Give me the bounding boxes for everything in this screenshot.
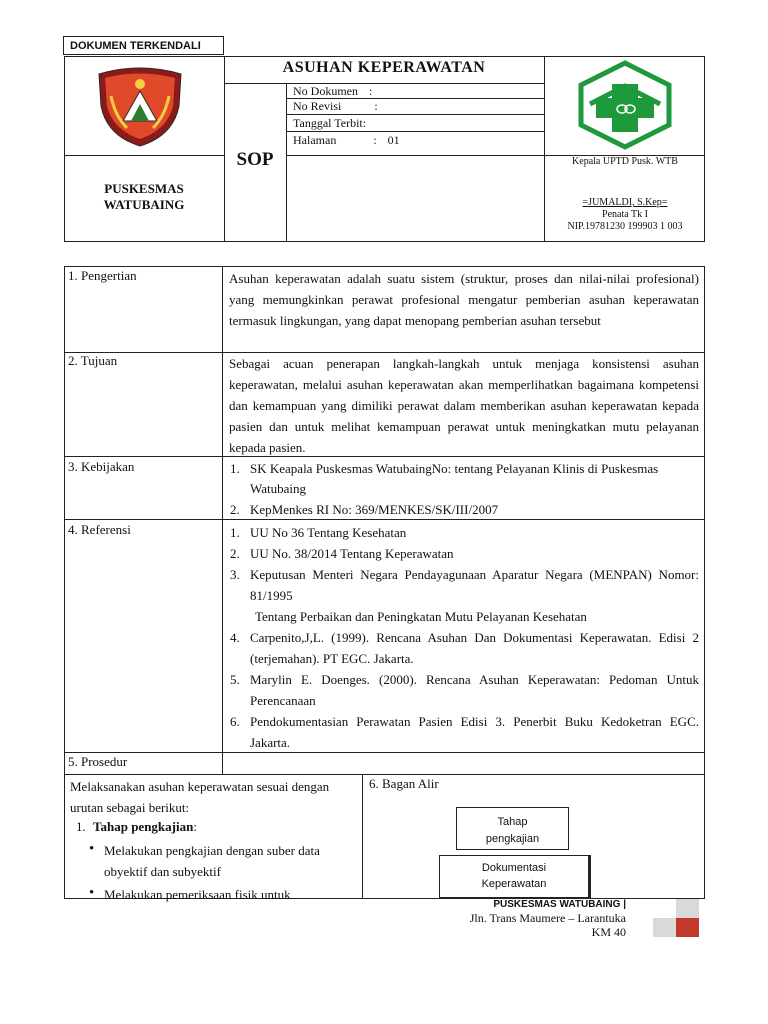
list-item: 6. Pendokumentasian Perawatan Pasien Edisi 3. Penerbit Buku Kedoketran EGC. Jakarta. xyxy=(230,714,699,750)
meta-tanggal-terbit: Tanggal Terbit: xyxy=(293,116,367,130)
list-item: 5. Marylin E. Doenges. (2000). Rencana Asuhan Keperawatan: Pedoman Untuk Perencanaan xyxy=(230,672,699,708)
section-tujuan-label: 2. Tujuan xyxy=(68,353,118,368)
list-item: 1. UU No 36 Tentang Kesehatan xyxy=(230,525,407,540)
control-label: DOKUMEN TERKENDALI xyxy=(63,36,224,55)
kebijakan-list xyxy=(230,459,699,520)
list-item: 2. KepMenkes RI No: 369/MENKES/SK/III/2007 xyxy=(230,502,499,517)
prosedur-step-1: 1. Tahap pengkajian: xyxy=(76,819,197,834)
footer-address: Jln. Trans Maumere – Larantuka xyxy=(469,911,626,925)
footer-accent-squares xyxy=(653,899,699,937)
meta-halaman: Halaman : 01 xyxy=(293,133,400,147)
section-tujuan-text: Sebagai acuan penerapan langkah-langkah untuk menjaga konsistensi asuhan keperawatan, melalui asuhan keperawatan akan memperlihatkan bagaimana kompetensi dan kemampuan yang dimiliki perawat dalam memberikan asuhan keperawatan kepada pasien dan untuk melihat kemampuan perawat untuk meningkatkan mutu pelayanan kepada pasien. xyxy=(229,356,699,455)
section-pengertian-text: Asuhan keperawatan adalah suatu sistem (struktur, proses dan nilai-nilai profesional) yang memungkinkan perawat profesional mengatur pemberian asuhan keperawatan termasuk lingkungan, yang dapat menopang pemberian asuhan tersebut xyxy=(229,271,699,328)
section-prosedur-label: 5. Prosedur xyxy=(68,754,128,769)
list-item: Tentang Perbaikan dan Peningkatan Mutu Pelayanan Kesehatan xyxy=(255,609,587,624)
flow-box-pengkajian: Tahap pengkajian xyxy=(456,807,569,850)
meta-no-revisi: No Revisi : xyxy=(293,99,378,113)
list-item: 2. UU No. 38/2014 Tentang Keperawatan xyxy=(230,546,454,561)
regional-emblem-logo xyxy=(93,66,187,148)
footer-km: KM 40 xyxy=(591,925,626,939)
list-item: 3. Keputusan Menteri Negara Pendayagunaan Aparatur Negara (MENPAN) Nomor: 81/1995 xyxy=(230,567,699,603)
footer-org: PUSKESMAS WATUBAING | xyxy=(493,899,626,910)
list-item: • Melakukan pengkajian dengan suber data obyektif dan subyektif xyxy=(84,840,360,882)
prosedur-intro: Melaksanakan asuhan keperawatan sesuai dengan urutan sebagai berikut: xyxy=(70,779,330,815)
prosedur-bullets xyxy=(84,840,360,905)
sop-label: SOP xyxy=(236,149,274,170)
list-item: • Melakukan pemeriksaan fisik untuk xyxy=(84,884,360,905)
section-bagan-label: 6. Bagan Alir xyxy=(369,776,439,791)
section-kebijakan-label: 3. Kebijakan xyxy=(68,459,135,474)
list-item: 1. SK Keapala Puskesmas WatubaingNo: tentang Pelayanan Klinis di Puskesmas Watubaing xyxy=(230,461,659,496)
org-name: PUSKESMAS WATUBAING xyxy=(103,181,185,212)
doc-title: ASUHAN KEPERAWATAN xyxy=(282,59,486,76)
head-signature: Kepala UPTD Pusk. WTB =JUMALDI, S.Kep= Penata Tk I NIP.19781230 199903 1 003 xyxy=(567,156,683,232)
referensi-list xyxy=(230,522,699,753)
list-item: 4. Carpenito,J,L. (1999). Rencana Asuhan Dan Dokumentasi Keperawatan. Edisi 2 (terjemahan). PT EGC. Jakarta. xyxy=(230,630,699,666)
section-referensi-label: 4. Referensi xyxy=(68,522,131,537)
meta-no-dokumen: No Dokumen : xyxy=(293,84,373,98)
flow-box-dokumentasi: Dokumentasi Keperawatan xyxy=(439,855,591,898)
puskesmas-logo xyxy=(576,60,674,150)
section-pengertian-label: 1. Pengertian xyxy=(68,268,137,283)
